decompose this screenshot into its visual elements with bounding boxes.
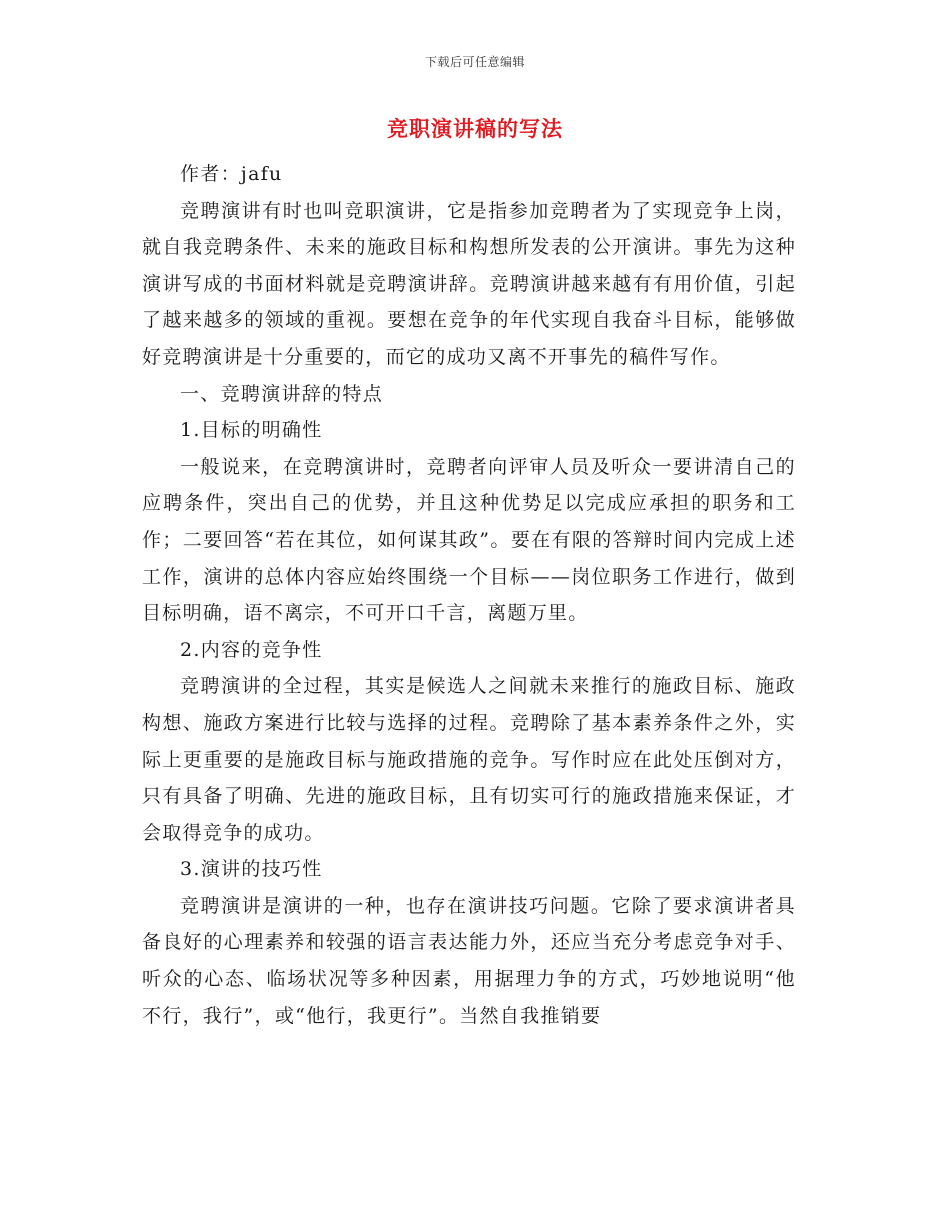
body-paragraph: 一般说来，在竞聘演讲时，竞聘者向评审人员及听众一要讲清自己的应聘条件，突出自己的优势，并且这种优势足以完成应承担的职务和工作；二要回答“若在其位，如何谋其政”。要在有限的答辩时间内完成上述工作，演讲的总体内容应始终围绕一个目标——岗位职务工作进行，做到目标明确，语不离宗，不可开口千言，离题万里。 — [142, 455, 796, 625]
subsection-heading: 1.目标的明确性 — [180, 419, 323, 442]
document-title: 竞职演讲稿的写法 — [387, 116, 563, 141]
page-header-note: 下载后可任意编辑 — [424, 55, 525, 69]
body-paragraph: 竞聘演讲是演讲的一种，也存在演讲技巧问题。它除了要求演讲者具备良好的心理素养和较强的语言表达能力外，还应当充分考虑竞争对手、听众的心态、临场状况等多种因素，用据理力争的方式，巧妙地说明“他不行，我行”，或“他行，我更行”。当然自我推销要 — [142, 894, 796, 1027]
subsection-heading: 2.内容的竞争性 — [180, 638, 323, 661]
intro-paragraph: 竞聘演讲有时也叫竞职演讲，它是指参加竞聘者为了实现竞争上岗，就自我竞聘条件、未来的施政目标和构想所发表的公开演讲。事先为这种演讲写成的书面材料就是竞聘演讲辞。竞聘演讲越来越有有用价值，引起了越来越多的领域的重视。要想在竞争的年代实现自我奋斗目标，能够做好竞聘演讲是十分重要的，而它的成功又离不开事先的稿件写作。 — [142, 199, 796, 368]
subsection-heading: 3.演讲的技巧性 — [180, 858, 323, 881]
section-heading: 一、竞聘演讲辞的特点 — [180, 382, 384, 405]
body-paragraph: 竞聘演讲的全过程，其实是候选人之间就未来推行的施政目标、施政构想、施政方案进行比较与选择的过程。竞聘除了基本素养条件之外，实际上更重要的是施政目标与施政措施的竞争。写作时应在此处压倒对方，只有具备了明确、先进的施政目标，且有切实可行的施政措施来保证，才会取得竞争的成功。 — [142, 675, 796, 844]
document-body — [142, 156, 796, 1034]
author-line: 作者：jafu — [180, 163, 283, 185]
